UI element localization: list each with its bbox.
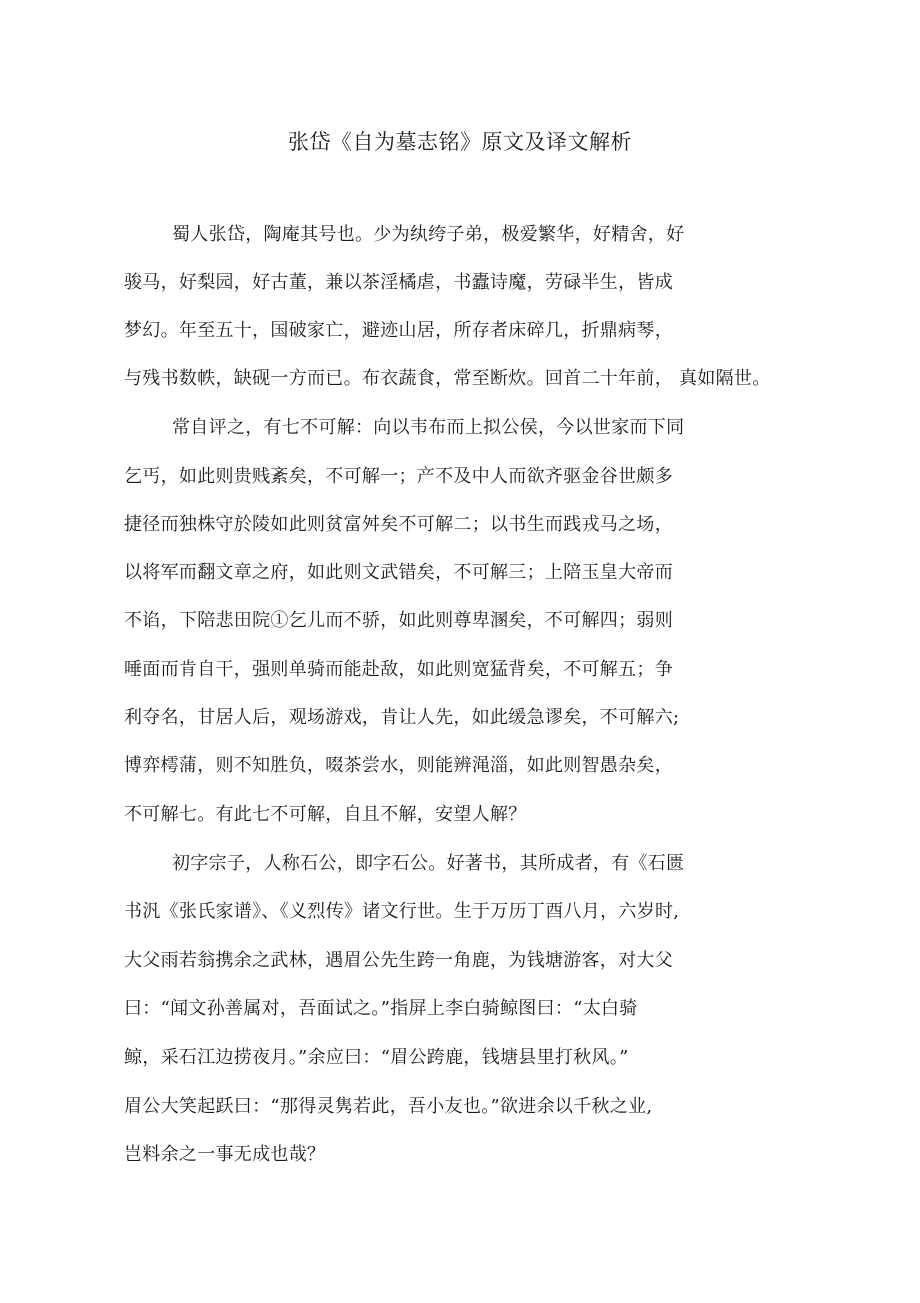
paragraph-3-line-4: 曰：“闻文孙善属对，吾面试之。”指屏上李白骑鲸图曰：“太白骑 <box>124 998 638 1019</box>
paragraph-2-line-6: 唾面而肯自干，强则单骑而能赴敌，如此则宽猛背矣，不可解五；争 <box>124 659 673 680</box>
paragraph-3-line-1: 初字宗子，人称石公，即字石公。好著书，其所成者，有《石匮 <box>172 853 685 874</box>
paragraph-1-line-3: 梦幻。年至五十，国破家亡，避迹山居，所存者床碎几，折鼎病琴， <box>124 320 673 341</box>
paragraph-3-line-5: 鲸，采石江边捞夜月。”余应曰：“眉公跨鹿，钱塘县里打秋风。” <box>124 1047 629 1068</box>
paragraph-2-line-3: 捷径而独株守於陵如此则贫富舛矣不可解二；以书生而践戎马之场， <box>124 514 673 535</box>
paragraph-2-line-5: 不谄，下陪悲田院①乞儿而不骄，如此则尊卑溷矣，不可解四；弱则 <box>124 610 673 631</box>
paragraph-1-line-1: 蜀人张岱，陶庵其号也。少为纨绔子弟，极爱繁华，好精舍，好 <box>172 224 685 245</box>
paragraph-2-line-9: 不可解七。有此七不可解，自且不解，安望人解？ <box>124 804 527 825</box>
paragraph-3-line-3: 大父雨若翁携余之武林，遇眉公先生跨一角鹿，为钱塘游客，对大父 <box>124 950 673 971</box>
paragraph-2-line-8: 博弈樗蒲，则不知胜负，啜茶尝水，则能辨渑淄，如此则智愚杂矣， <box>124 755 673 776</box>
paragraph-3-line-2: 书汎《张氏家谱》、《义烈传》诸文行世。生于万历丁酉八月，六岁时, <box>124 901 680 922</box>
paragraph-2-line-4: 以将军而翻文章之府，如此则文武错矣，不可解三；上陪玉皇大帝而 <box>124 562 673 583</box>
paragraph-3-line-7: 岂料余之一事无成也哉？ <box>124 1144 326 1165</box>
paragraph-1-line-2: 骏马，好梨园，好古董，兼以茶淫橘虐，书蠹诗魔，劳碌半生，皆成 <box>124 272 673 293</box>
paragraph-2-line-7: 利夺名，甘居人后，观场游戏，肯让人先，如此缓急谬矣，不可解六; <box>124 707 680 728</box>
paragraph-2-line-1: 常自评之，有七不可解：向以韦布而上拟公侯，今以世家而下同 <box>172 417 685 438</box>
paragraph-2-line-2: 乞丐，如此则贵贱紊矣，不可解一；产不及中人而欲齐驱金谷世颇多 <box>124 466 673 487</box>
paragraph-1-line-4: 与残书数帙，缺砚一方而已。布衣蔬食，常至断炊。回首二十年前， 真如隔世。 <box>124 368 771 389</box>
page-title: 张岱《自为墓志铭》原文及译文解析 <box>288 130 632 154</box>
paragraph-3-line-6: 眉公大笑起跃曰：“那得灵隽若此，吾小友也。”欲进余以千秋之业, <box>124 1096 653 1117</box>
